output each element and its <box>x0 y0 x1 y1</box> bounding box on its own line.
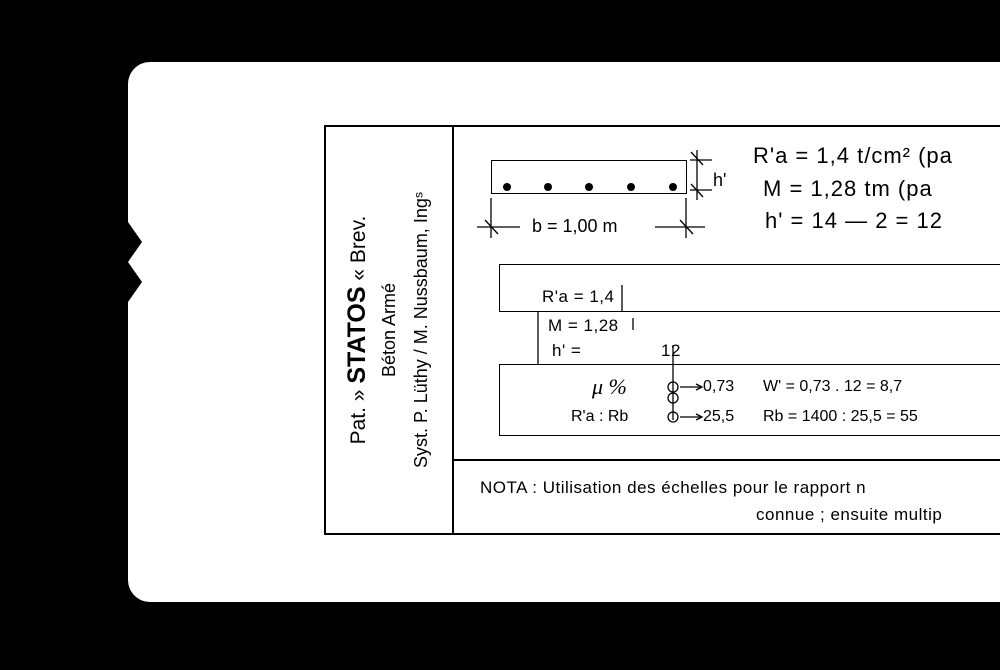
patent-prefix: Pat. » <box>347 389 370 445</box>
nota-line2: connue ; ensuite multip <box>756 505 943 524</box>
scale-mu: μ % <box>592 374 627 399</box>
scale-rb-value: 25,5 <box>703 408 735 425</box>
scale-m: M = 1,28 <box>548 316 619 335</box>
scale-w: W' = 0,73 . 12 = 8,7 <box>763 378 903 395</box>
scale-rb-formula: Rb = 1400 : 25,5 = 55 <box>763 408 918 425</box>
scale-h-value: 12 <box>661 341 681 360</box>
scale-h-label: h' = <box>552 341 582 360</box>
scale-mu-value: 0,73 <box>703 378 735 395</box>
nota-line1: NOTA : Utilisation des échelles pour le rapport n <box>480 478 867 497</box>
formula-h: h' = 14 — 2 = 12 <box>765 208 943 233</box>
subtitle: Béton Armé <box>379 282 399 378</box>
formula-ra: R'a = 1,4 t/cm² (pa <box>753 143 953 168</box>
scale-ra-rb: R'a : Rb <box>571 408 629 425</box>
patent-suffix: « Brev. <box>347 215 370 281</box>
h-prime-label: h' <box>713 170 727 190</box>
scale-ra: R'a = 1,4 <box>542 287 615 306</box>
width-label: b = 1,00 m <box>532 216 618 236</box>
system-credit: Syst. P. Lüthy / M. Nussbaum, Ingˢ <box>411 192 431 468</box>
formula-m: M = 1,28 tm (pa <box>763 176 933 201</box>
brand-name: STATOS <box>343 286 371 384</box>
